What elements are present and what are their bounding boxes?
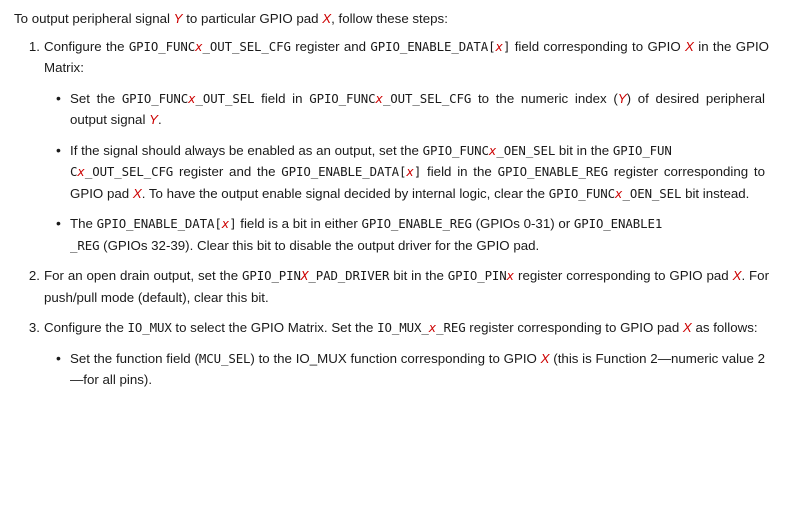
intro-var-x: X (322, 11, 332, 26)
iomux-register-var: x (428, 320, 437, 336)
iomux-name: IO_MUX (127, 320, 172, 336)
field-var: x (221, 216, 230, 232)
register-name-cont: _OUT_SEL_CFG (84, 164, 174, 180)
bullet-text-1: Set the (70, 90, 122, 106)
register-var: x (77, 164, 85, 180)
register-name-cont: _OUT_SEL_CFG (382, 90, 472, 106)
bullet-text-7: bit instead. (681, 185, 750, 201)
bullet-icon: • (56, 141, 61, 158)
field-name-cont: ] (502, 38, 511, 54)
field-name: GPIO_FUNC (121, 90, 189, 106)
step-number: 1. (28, 38, 40, 54)
list-item (56, 88, 769, 131)
bit-name: GPIO_FUNC (422, 142, 489, 158)
bullet-text-2: bit in the (555, 142, 613, 158)
list-item (56, 213, 769, 256)
enable1-register-name: GPIO_ENABLE1 (573, 216, 663, 232)
bullet-text-2: field in (254, 90, 310, 106)
pin-register-var: x (506, 268, 515, 284)
register-name: GPIO_FUNC (309, 90, 376, 106)
step-text-4: in the GPIO Matrix: (44, 38, 769, 76)
step-item-2 (28, 265, 773, 308)
intro-text-1: To output peripheral signal (14, 11, 174, 26)
oen-bit-name-cont: _OEN_SEL (622, 185, 682, 201)
mcu-sel-field-name: MCU_SEL (198, 350, 251, 366)
step-text-3: field corresponding to GPIO (510, 38, 686, 54)
bit-var: x (488, 142, 497, 158)
step-text-1: For an open drain output, set the (44, 268, 242, 284)
step-text-2: to select the GPIO Matrix. Set the (171, 320, 378, 336)
bullet-text-1: If the signal should always be enabled as an output, set the (70, 142, 423, 158)
bullet-text-4: field in the (421, 164, 498, 180)
field-var: x (188, 90, 196, 106)
gpio-var-x: X (132, 185, 142, 201)
bullet-text-3: register and the (173, 164, 282, 180)
register-name-part1: GPIO_FUN (612, 142, 672, 158)
step-item-3 (28, 317, 773, 391)
bit-name-cont: _OEN_SEL (496, 142, 556, 158)
iomux-register-name-cont: _REG (436, 320, 466, 336)
enable-register-name: GPIO_ENABLE_REG (361, 216, 472, 232)
register-name-cont: _OUT_SEL_CFG (202, 38, 291, 54)
step-number: 2. (28, 268, 40, 284)
bullet-icon: • (56, 349, 61, 366)
register-var: x (195, 38, 203, 54)
gpio-var-x: X (682, 320, 692, 336)
oen-bit-name: GPIO_FUNC (548, 185, 616, 201)
field-name-cont: ] (413, 164, 422, 180)
field-var: x (406, 164, 414, 180)
field-name: GPIO_ENABLE_DATA[ (281, 164, 407, 180)
step-item-1 (28, 36, 773, 257)
steps-list (14, 36, 773, 391)
field-var: x (495, 38, 503, 54)
bullet-text-2: ) to the IO_MUX function corresponding to GPIO (250, 350, 541, 366)
field-name: GPIO_ENABLE_DATA[ (370, 38, 496, 54)
gpio-var-x: X (540, 350, 550, 366)
list-item (56, 348, 769, 391)
bullet-text-4: (GPIOs 32-39). Clear this bit to disable the output driver for the GPIO pad. (99, 237, 540, 253)
field-name-cont: ] (229, 216, 237, 232)
bullet-text-5: register corresponding to GPIO pad (70, 164, 765, 201)
step-text-4: . For push/pull mode (default), clear this bit. (44, 268, 769, 305)
intro-text-2: to particular GPIO pad (182, 11, 323, 26)
step-text-3: register corresponding to GPIO pad (465, 320, 683, 336)
gpio-var-x: X (732, 268, 742, 284)
intro-text-3: , follow these steps: (331, 11, 448, 26)
step-text-1: Configure the (44, 38, 129, 54)
step-number: 3. (28, 320, 40, 336)
bullet-list-step-3 (44, 348, 769, 391)
gpio-var-x: X (685, 38, 694, 54)
signal-var-y: Y (617, 90, 627, 106)
enable-register-name: GPIO_ENABLE_REG (497, 164, 608, 180)
step-text-1: Configure the (44, 320, 128, 336)
step-text-2: bit in the (389, 268, 448, 284)
pad-driver-bit-name: GPIO_PIN (242, 268, 301, 284)
bullet-text-1: Set the function field ( (70, 350, 199, 366)
bullet-text-6: . To have the output enable signal decided by internal logic, clear the (141, 185, 549, 201)
step-text-3: register corresponding to GPIO pad (514, 268, 733, 284)
bullet-icon: • (56, 89, 61, 106)
bullet-text-1: The (70, 216, 97, 232)
register-var: x (375, 90, 383, 106)
register-name: GPIO_FUNC (128, 38, 196, 54)
register-name-part2: C (70, 164, 78, 180)
step-text-4: as follows: (691, 320, 758, 336)
iomux-register-name: IO_MUX_ (377, 320, 429, 336)
oen-bit-var: x (615, 185, 623, 201)
step-text-2: register and (290, 38, 371, 54)
intro-var-y: Y (173, 11, 183, 26)
field-name-cont: _OUT_SEL (195, 90, 255, 106)
bullet-text-4: ) of desired peripheral output signal (70, 90, 765, 128)
bullet-list-step-1 (44, 88, 769, 257)
bullet-text-3: (GPIOs 0-31) or (471, 216, 574, 232)
bullet-text-2: field is a bit in either (236, 216, 362, 232)
pad-driver-var: X (300, 268, 309, 284)
pad-driver-bit-name-cont: _PAD_DRIVER (308, 268, 390, 284)
bullet-text-5: . (157, 112, 162, 128)
list-item (56, 140, 769, 205)
enable1-register-name-cont: _REG (70, 237, 100, 253)
field-name: GPIO_ENABLE_DATA[ (96, 216, 222, 232)
bullet-text-3: to the numeric index ( (471, 90, 618, 106)
pin-register-name: GPIO_PIN (447, 268, 507, 284)
bullet-icon: • (56, 215, 61, 232)
intro-paragraph (14, 8, 773, 30)
signal-var-y-2: Y (149, 112, 158, 128)
bullet-text-3: (this is Function 2—numeric value 2—for all pins). (70, 350, 765, 388)
